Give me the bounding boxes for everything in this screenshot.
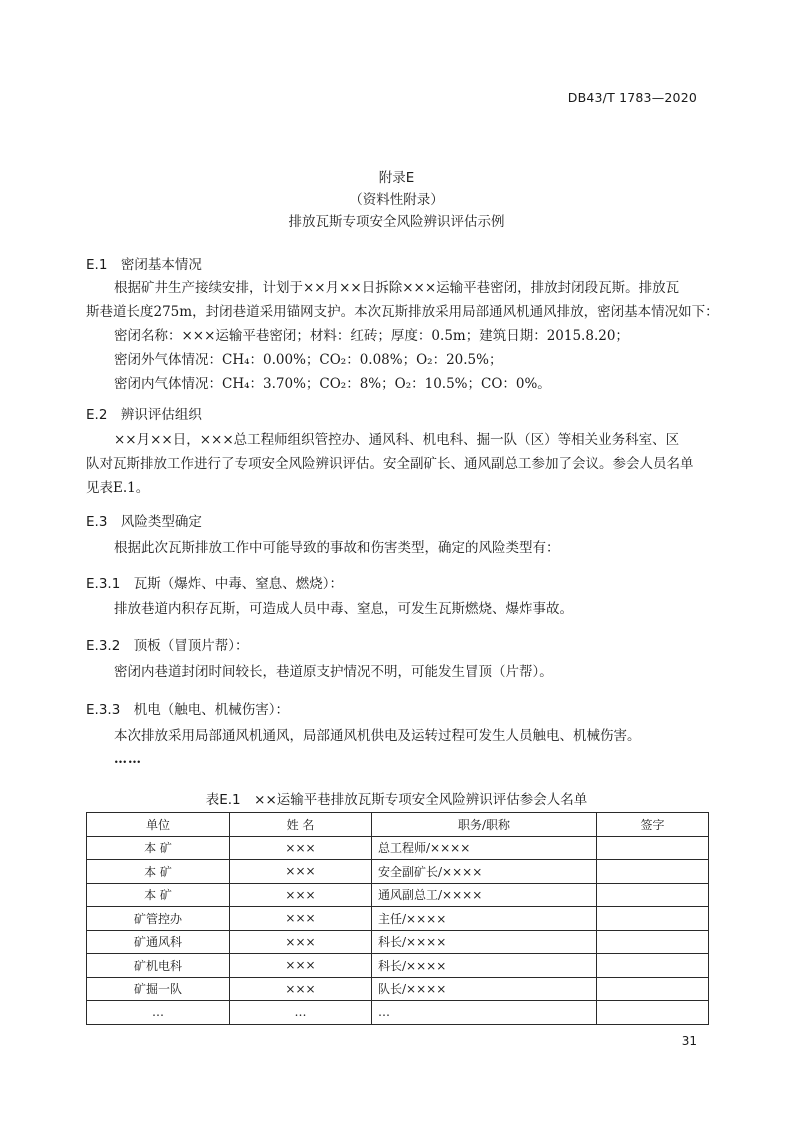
- cell-unit: 本 矿: [87, 836, 230, 860]
- paragraph-line: 密闭内巷道封闭时间较长，巷道原支护情况不明，可能发生冒顶（片帮）。: [114, 664, 553, 680]
- table-row: [87, 930, 709, 954]
- cell-name: ×××: [230, 860, 372, 884]
- cell-unit: …: [87, 1001, 230, 1025]
- cell-name: ×××: [230, 930, 372, 954]
- cell-name: ×××: [230, 907, 372, 931]
- appendix-nature: （资料性附录）: [349, 192, 444, 208]
- cell-name: ×××: [230, 977, 372, 1001]
- column-header-unit: 单位: [87, 813, 230, 837]
- cell-unit: 本 矿: [87, 860, 230, 884]
- appendix-label: 附录E: [378, 170, 415, 186]
- section-e33-heading: [86, 698, 289, 718]
- table-row: [87, 883, 709, 907]
- paragraph-line: ××月××日，×××总工程师组织管控办、通风科、机电科、掘一队（区）等相关业务科室、区: [114, 432, 680, 448]
- section-number: E.2: [86, 407, 108, 423]
- section-e1-heading: [86, 253, 202, 273]
- table-header-row: [87, 813, 709, 837]
- cell-position: 科长/××××: [372, 930, 597, 954]
- table-row: [87, 954, 709, 978]
- paragraph-line: 队对瓦斯排放工作进行了专项安全风险辨识评估。安全副矿长、通风副总工参加了会议。参会人员名单: [86, 456, 694, 472]
- cell-unit: 矿掘一队: [87, 977, 230, 1001]
- cell-unit: 矿通风科: [87, 930, 230, 954]
- cell-position: 主任/××××: [372, 907, 597, 931]
- section-title: 机电（触电、机械伤害）：: [133, 702, 290, 718]
- section-e32-heading: [86, 634, 249, 654]
- table-row: [87, 860, 709, 884]
- cell-sign: [597, 860, 709, 884]
- paragraph-line: 密闭名称：×××运输平巷密闭；材料：红砖；厚度：0.5m；建筑日期：2015.8.20；: [114, 328, 629, 344]
- cell-name: ×××: [230, 954, 372, 978]
- cell-position: 总工程师/××××: [372, 836, 597, 860]
- paragraph-line: 见表E.1。: [86, 480, 150, 496]
- section-e32-body: [86, 660, 708, 684]
- cell-position: …: [372, 1001, 597, 1025]
- cell-position: 通风副总工/××××: [372, 883, 597, 907]
- cell-sign: [597, 977, 709, 1001]
- column-header-name: 姓 名: [230, 813, 372, 837]
- section-e3-body: [86, 536, 708, 560]
- section-e2-heading: [86, 403, 202, 423]
- table-caption: 表E.1 ××运输平巷排放瓦斯专项安全风险辨识评估参会人名单: [205, 792, 588, 808]
- document-code: DB43/T 1783—2020: [567, 90, 697, 105]
- cell-position: 队长/××××: [372, 977, 597, 1001]
- cell-unit: 矿管控办: [87, 907, 230, 931]
- paragraph-line: 根据此次瓦斯排放工作中可能导致的事故和伤害类型，确定的风险类型有：: [114, 540, 560, 556]
- table-row: [87, 977, 709, 1001]
- table-row: [87, 907, 709, 931]
- section-title: 风险类型确定: [120, 514, 202, 530]
- section-number: E.3.2: [86, 638, 121, 654]
- section-title: 瓦斯（爆炸、中毒、窒息、燃烧）：: [133, 576, 344, 592]
- section-title: 辨识评估组织: [120, 407, 202, 423]
- section-e1-body: [86, 276, 719, 396]
- section-number: E.1: [86, 257, 108, 273]
- continuation-ellipsis: ……: [114, 752, 142, 767]
- section-e31-heading: [86, 572, 343, 592]
- page-number: 31: [681, 1034, 697, 1048]
- section-title: 顶板（冒顶片帮）：: [133, 638, 249, 654]
- section-e31-body: [86, 597, 708, 621]
- cell-sign: [597, 1001, 709, 1025]
- section-e33-body: [86, 724, 708, 748]
- paragraph-line: 本次排放采用局部通风机通风，局部通风机供电及运转过程可发生人员触电、机械伤害。: [114, 728, 641, 744]
- cell-sign: [597, 954, 709, 978]
- cell-sign: [597, 836, 709, 860]
- participants-table: [86, 812, 709, 1025]
- cell-name: ×××: [230, 836, 372, 860]
- paragraph-line: 排放巷道内积存瓦斯，可造成人员中毒、窒息，可发生瓦斯燃烧、爆炸事故。: [114, 601, 573, 617]
- paragraph-line: 根据矿井生产接续安排，计划于××月××日拆除×××运输平巷密闭，排放封闭段瓦斯。排放瓦: [114, 280, 680, 296]
- cell-unit: 矿机电科: [87, 954, 230, 978]
- section-e2-body: [86, 428, 708, 500]
- section-number: E.3.3: [86, 702, 121, 718]
- cell-sign: [597, 883, 709, 907]
- cell-name: …: [230, 1001, 372, 1025]
- paragraph-line: 密闭外气体情况：CH₄：0.00%；CO₂：0.08%；O₂：20.5%；: [114, 352, 503, 368]
- table-row: [87, 1001, 709, 1025]
- cell-name: ×××: [230, 883, 372, 907]
- section-number: E.3: [86, 514, 108, 530]
- column-header-sign: 签字: [597, 813, 709, 837]
- cell-sign: [597, 907, 709, 931]
- appendix-title: 排放瓦斯专项安全风险辨识评估示例: [288, 214, 505, 230]
- paragraph-line: 密闭内气体情况：CH₄：3.70%；CO₂：8%；O₂：10.5%；CO：0%。: [114, 376, 551, 392]
- section-title: 密闭基本情况: [120, 257, 202, 273]
- column-header-position: 职务/职称: [372, 813, 597, 837]
- section-e3-heading: [86, 510, 202, 530]
- cell-sign: [597, 930, 709, 954]
- cell-position: 科长/××××: [372, 954, 597, 978]
- table-row: [87, 836, 709, 860]
- cell-position: 安全副矿长/××××: [372, 860, 597, 884]
- cell-unit: 本 矿: [87, 883, 230, 907]
- section-number: E.3.1: [86, 576, 121, 592]
- paragraph-line: 斯巷道长度275m，封闭巷道采用锚网支护。本次瓦斯排放采用局部通风机通风排放，密闭基本情况如下：: [86, 304, 719, 320]
